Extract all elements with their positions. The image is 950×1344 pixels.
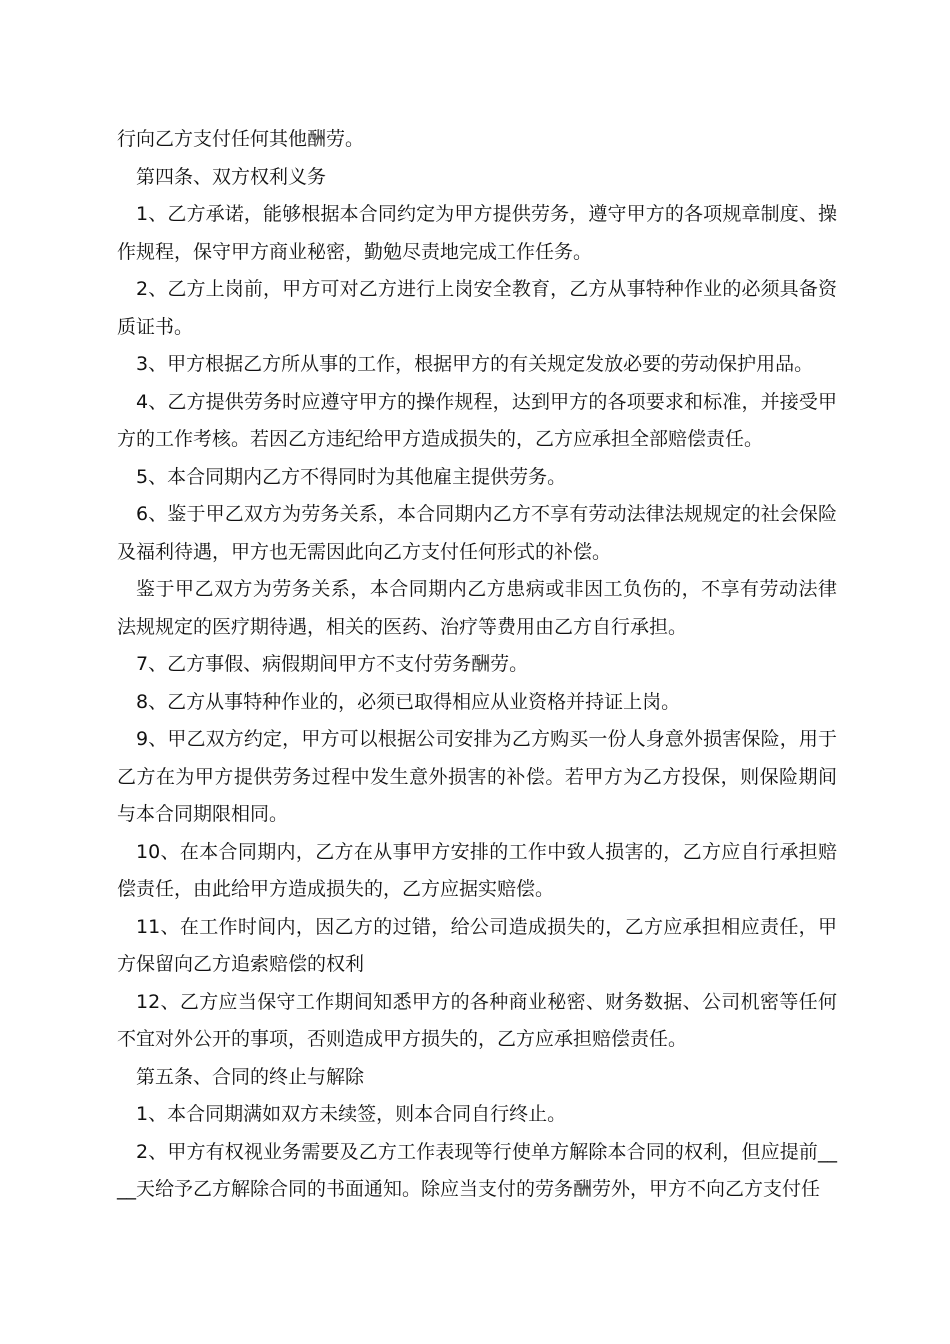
clause-4-4: 4、乙方提供劳务时应遵守甲方的操作规程，达到甲方的各项要求和标准，并接受甲方的工作考核。若因乙方违纪给甲方造成损失的，乙方应承担全部赔偿责任。 (117, 390, 837, 450)
clause-4-6-supplement: 鉴于甲乙双方为劳务关系，本合同期内乙方患病或非因工负伤的，不享有劳动法律法规规定的医疗期待遇，相关的医药、治疗等费用由乙方自行承担。 (117, 578, 837, 638)
clause-5-1: 1、本合同期满如双方未续签，则本合同自行终止。 (136, 1103, 567, 1125)
clause-4-12: 12、乙方应当保守工作期间知悉甲方的各种商业秘密、财务数据、公司机密等任何不宜对外公开的事项，否则造成甲方损失的，乙方应承担赔偿责任。 (117, 990, 837, 1050)
clause-4-1: 1、乙方承诺，能够根据本合同约定为甲方提供劳务，遵守甲方的各项规章制度、操作规程，保守甲方商业秘密，勤勉尽责地完成工作任务。 (117, 203, 837, 263)
clause-4-10: 10、在本合同期内，乙方在从事甲方安排的工作中致人损害的，乙方应自行承担赔偿责任，由此给甲方造成损失的，乙方应据实赔偿。 (117, 840, 837, 900)
contract-body (117, 121, 837, 1209)
clause-4-9: 9、甲乙双方约定，甲方可以根据公司安排为乙方购买一份人身意外损害保险，用于乙方在为甲方提供劳务过程中发生意外损害的补偿。若甲方为乙方投保，则保险期间与本合同期限相同。 (117, 728, 837, 825)
clause-4-6: 6、鉴于甲乙双方为劳务关系，本合同期内乙方不享有劳动法律法规规定的社会保险及福利待遇，甲方也无需因此向乙方支付任何形式的补偿。 (117, 503, 837, 563)
clause-4-5: 5、本合同期内乙方不得同时为其他雇主提供劳务。 (136, 465, 567, 488)
clause-5-2: 2、甲方有权视业务需要及乙方工作表现等行使单方解除本合同的权利，但应提前____天给予乙方解除合同的书面通知。除应当支付的劳务酬劳外，甲方不向乙方支付任 (117, 1140, 837, 1200)
clause-4-2: 2、乙方上岗前，甲方可对乙方进行上岗安全教育，乙方从事特种作业的必须具备资质证书。 (117, 278, 837, 338)
clause-4-11: 11、在工作时间内，因乙方的过错，给公司造成损失的，乙方应承担相应责任，甲方保留向乙方追索赔偿的权利 (117, 915, 837, 975)
clause-4-3: 3、甲方根据乙方所从事的工作，根据甲方的有关规定发放必要的劳动保护用品。 (136, 353, 814, 375)
section-heading-article-4: 第四条、双方权利义务 (136, 165, 327, 188)
clause-4-8: 8、乙方从事特种作业的，必须已取得相应从业资格并持证上岗。 (136, 690, 681, 713)
clause-4-7: 7、乙方事假、病假期间甲方不支付劳务酬劳。 (136, 653, 529, 675)
section-heading-article-5: 第五条、合同的终止与解除 (136, 1065, 365, 1088)
paragraph-continuation: 行向乙方支付任何其他酬劳。 (117, 128, 365, 150)
